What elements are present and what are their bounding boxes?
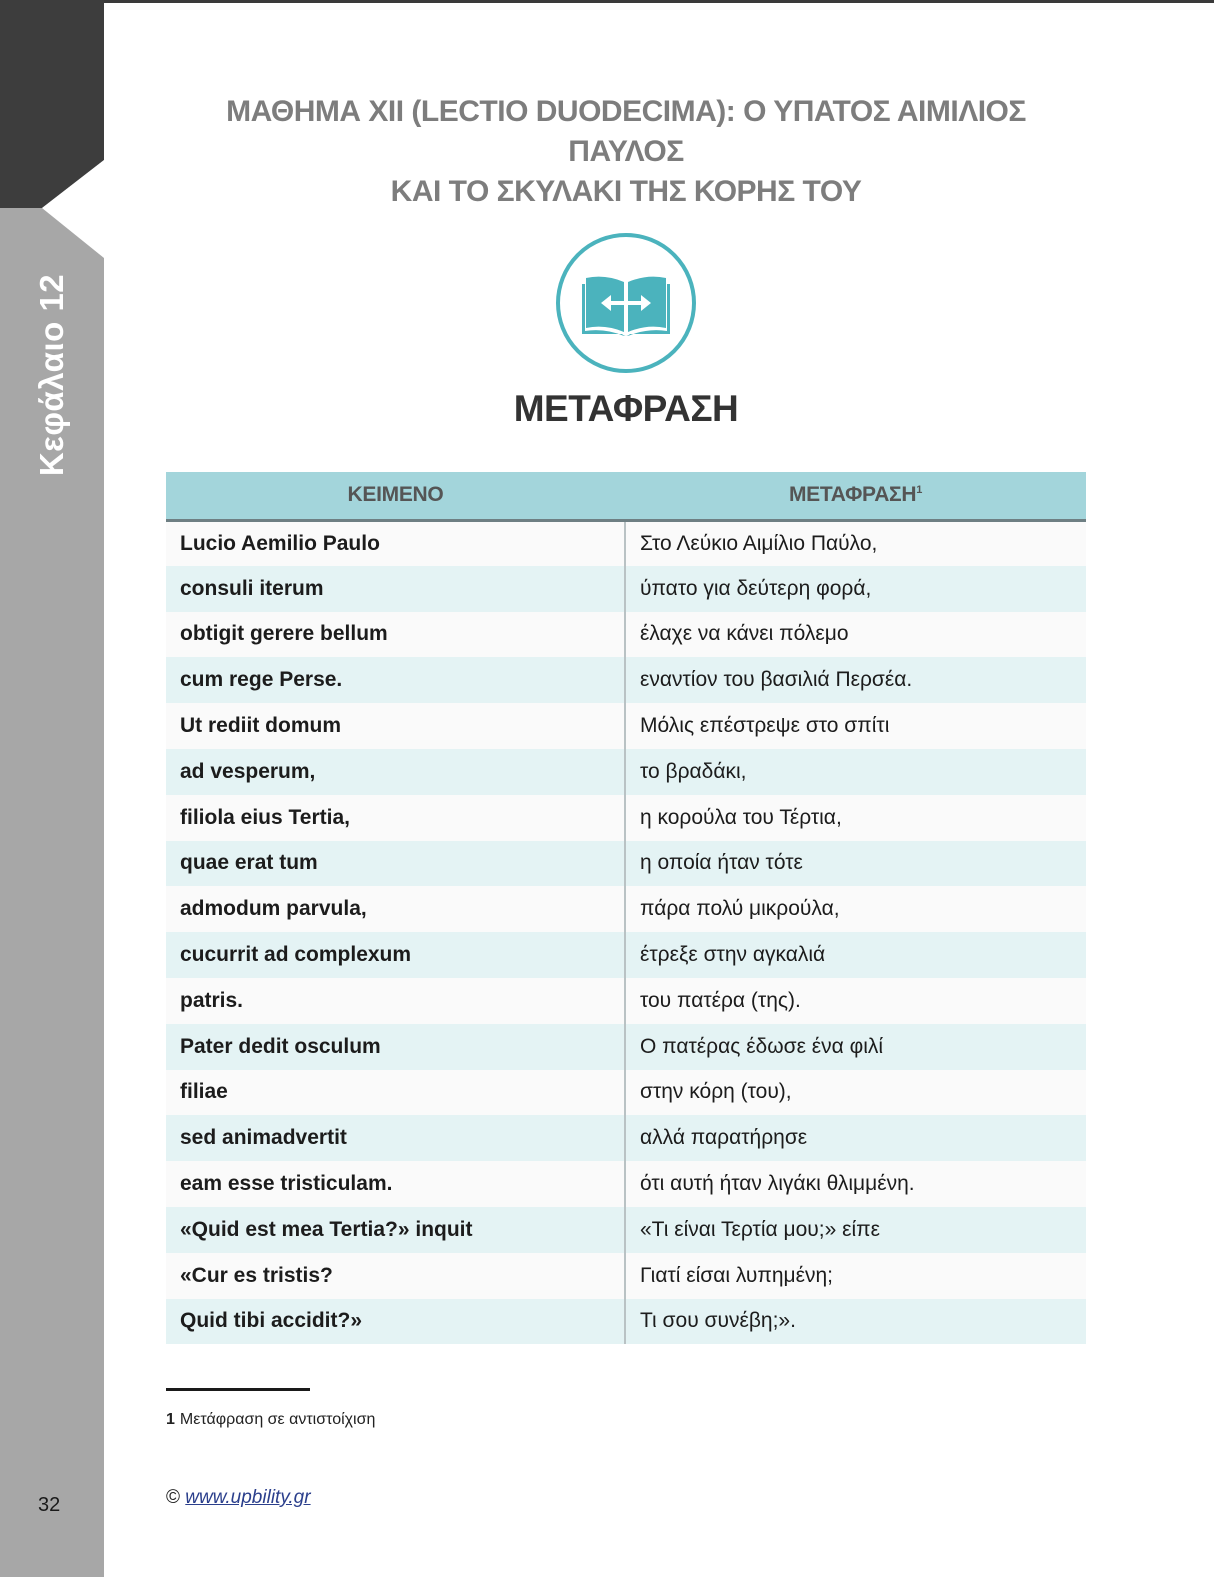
greek-translation-cell: έτρεξε στην αγκαλιά (625, 932, 1086, 978)
latin-text-cell: consuli iterum (166, 566, 625, 612)
greek-translation-cell: εναντίον του βασιλιά Περσέα. (625, 657, 1086, 703)
footnote-divider (166, 1388, 310, 1391)
greek-translation-cell: Στο Λεύκιο Αιμίλιο Παύλο, (625, 520, 1086, 566)
lesson-title-line-2: ΚΑΙ ΤΟ ΣΚΥΛΑΚΙ ΤΗΣ ΚΟΡΗΣ ΤΟΥ (390, 175, 862, 208)
table-row (166, 795, 1086, 841)
latin-text-cell: cucurrit ad complexum (166, 932, 625, 978)
table-row (166, 1299, 1086, 1345)
page-number: 32 (38, 1494, 61, 1516)
latin-text-cell: Quid tibi accidit?» (166, 1299, 625, 1345)
sidebar-tab-shape (0, 0, 104, 1577)
greek-translation-cell: Τι σου συνέβη;». (625, 1299, 1086, 1345)
latin-text-cell: sed animadvertit (166, 1115, 625, 1161)
greek-translation-cell: το βραδάκι, (625, 749, 1086, 795)
latin-text-cell: quae erat tum (166, 841, 625, 887)
greek-translation-cell: πάρα πολύ μικρούλα, (625, 886, 1086, 932)
table-row (166, 566, 1086, 612)
greek-translation-cell: Ο πατέρας έδωσε ένα φιλί (625, 1024, 1086, 1070)
table-row (166, 1207, 1086, 1253)
greek-translation-cell: Γιατί είσαι λυπημένη; (625, 1253, 1086, 1299)
lesson-title-line-1: ΜΑΘΗΜΑ XII (LECTIO DUODECIMA): Ο ΥΠΑΤΟΣ ΑΙΜΙΛΙΟΣ ΠΑΥΛΟΣ (226, 95, 1026, 168)
footnote-number: 1 (166, 1411, 175, 1428)
table-row (166, 749, 1086, 795)
table-row (166, 612, 1086, 658)
open-book-arrows-icon (555, 232, 697, 374)
greek-translation-cell: έλαχε να κάνει πόλεμο (625, 612, 1086, 658)
chapter-sidebar (0, 0, 104, 1577)
table-row (166, 932, 1086, 978)
latin-text-cell: ad vesperum, (166, 749, 625, 795)
table-row (166, 657, 1086, 703)
lesson-title (180, 92, 1072, 212)
table-row (166, 841, 1086, 887)
copyright-symbol: © (166, 1487, 180, 1508)
greek-translation-cell: αλλά παρατήρησε (625, 1115, 1086, 1161)
latin-text-cell: filiola eius Tertia, (166, 795, 625, 841)
latin-text-cell: admodum parvula, (166, 886, 625, 932)
footnote-text: Μετάφραση σε αντιστοίχιση (179, 1411, 376, 1428)
translation-table (166, 472, 1086, 1344)
website-link[interactable]: www.upbility.gr (185, 1487, 311, 1508)
table-row (166, 703, 1086, 749)
greek-translation-cell: Μόλις επέστρεψε στο σπίτι (625, 703, 1086, 749)
greek-translation-cell: του πατέρα (της). (625, 978, 1086, 1024)
latin-text-cell: Pater dedit osculum (166, 1024, 625, 1070)
top-rule (0, 0, 1214, 3)
latin-text-cell: «Cur es tristis? (166, 1253, 625, 1299)
footnote-marker: 1 (916, 484, 923, 497)
latin-text-cell: filiae (166, 1070, 625, 1116)
table-row (166, 1115, 1086, 1161)
greek-translation-cell: «Τι είναι Τερτία μου;» είπε (625, 1207, 1086, 1253)
chapter-label: Κεφάλαιο 12 (33, 273, 70, 477)
greek-translation-cell: ότι αυτή ήταν λιγάκι θλιμμένη. (625, 1161, 1086, 1207)
header-translation-column: ΜΕΤΑΦΡΑΣΗ$^1$ (625, 472, 1086, 520)
header-text-column: ΚΕΙΜΕΝΟ (166, 472, 625, 520)
latin-text-cell: Lucio Aemilio Paulo (166, 520, 625, 566)
copyright (166, 1487, 311, 1509)
table-body (166, 520, 1086, 1344)
latin-text-cell: eam esse tristiculam. (166, 1161, 625, 1207)
table-header-row (166, 472, 1086, 520)
table-row (166, 520, 1086, 566)
latin-text-cell: obtigit gerere bellum (166, 612, 625, 658)
greek-translation-cell: η κορούλα του Τέρτια, (625, 795, 1086, 841)
latin-text-cell: patris. (166, 978, 625, 1024)
table-row (166, 1070, 1086, 1116)
table-row (166, 1253, 1086, 1299)
latin-text-cell: Ut rediit domum (166, 703, 625, 749)
section-title: ΜΕΤΑΦΡΑΣΗ (513, 388, 739, 429)
latin-text-cell: «Quid est mea Tertia?» inquit (166, 1207, 625, 1253)
table-row (166, 1161, 1086, 1207)
latin-text-cell: cum rege Perse. (166, 657, 625, 703)
table-row (166, 886, 1086, 932)
table-row (166, 978, 1086, 1024)
table-row (166, 1024, 1086, 1070)
greek-translation-cell: η οποία ήταν τότε (625, 841, 1086, 887)
greek-translation-cell: ύπατο για δεύτερη φορά, (625, 566, 1086, 612)
footnote (166, 1411, 375, 1429)
greek-translation-cell: στην κόρη (του), (625, 1070, 1086, 1116)
